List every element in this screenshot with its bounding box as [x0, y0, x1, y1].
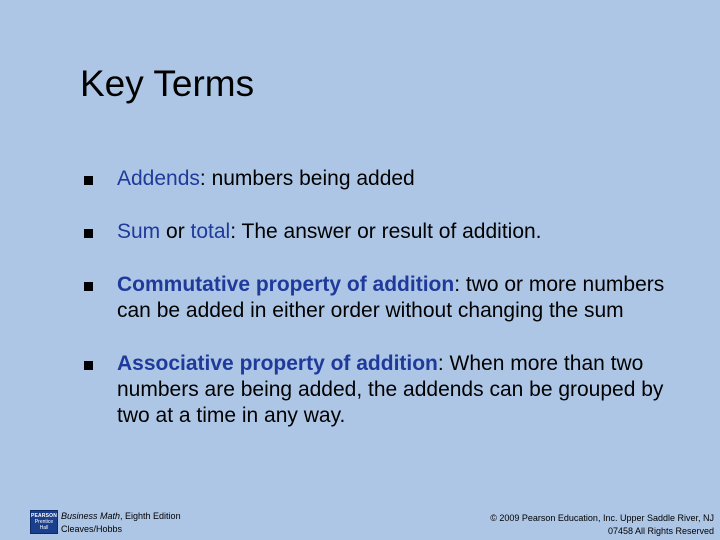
footer-left	[30, 510, 181, 536]
book-info	[61, 510, 181, 536]
logo-top-text: PEARSON	[30, 513, 58, 519]
term-sum: Sum	[117, 220, 161, 243]
bullet-commutative	[80, 272, 670, 324]
term-addends: Addends	[117, 167, 200, 190]
connector-or: or	[160, 220, 191, 243]
term-total: total	[190, 220, 231, 243]
bullet-addends	[80, 166, 670, 192]
square-bullet-icon	[84, 361, 93, 370]
bullet-sum	[80, 219, 670, 245]
definition-commutative: : two or more numbers can be added in either order without changing the sum	[117, 273, 665, 322]
logo-mid-text: Prentice	[34, 519, 54, 525]
bullet-associative	[80, 351, 670, 429]
square-bullet-icon	[84, 229, 93, 238]
square-bullet-icon	[84, 282, 93, 291]
slide-title: Key Terms	[80, 63, 255, 104]
book-authors: Cleaves/Hobbs	[61, 524, 123, 534]
definition-addends: : numbers being added	[199, 167, 415, 190]
book-edition: , Eighth Edition	[120, 511, 181, 521]
bullet-list	[80, 166, 670, 456]
book-title-line	[61, 510, 181, 523]
logo-bottom-text: Hall	[39, 525, 49, 531]
definition-associative: : When more than two numbers are being added, the addends can be grouped by two at a time in any way.	[117, 352, 664, 427]
copyright-notice	[490, 512, 714, 538]
term-commutative: Commutative property of addition	[117, 273, 455, 296]
book-title: Business Math	[61, 511, 121, 521]
copyright-line-1: © 2009 Pearson Education, Inc. Upper Saddle River, NJ	[490, 513, 714, 523]
copyright-line-2: 07458 All Rights Reserved	[607, 526, 714, 536]
term-associative: Associative property of addition	[117, 352, 438, 375]
pearson-logo-icon	[30, 510, 58, 534]
square-bullet-icon	[84, 176, 93, 185]
definition-sum: : The answer or result of addition.	[230, 220, 542, 243]
